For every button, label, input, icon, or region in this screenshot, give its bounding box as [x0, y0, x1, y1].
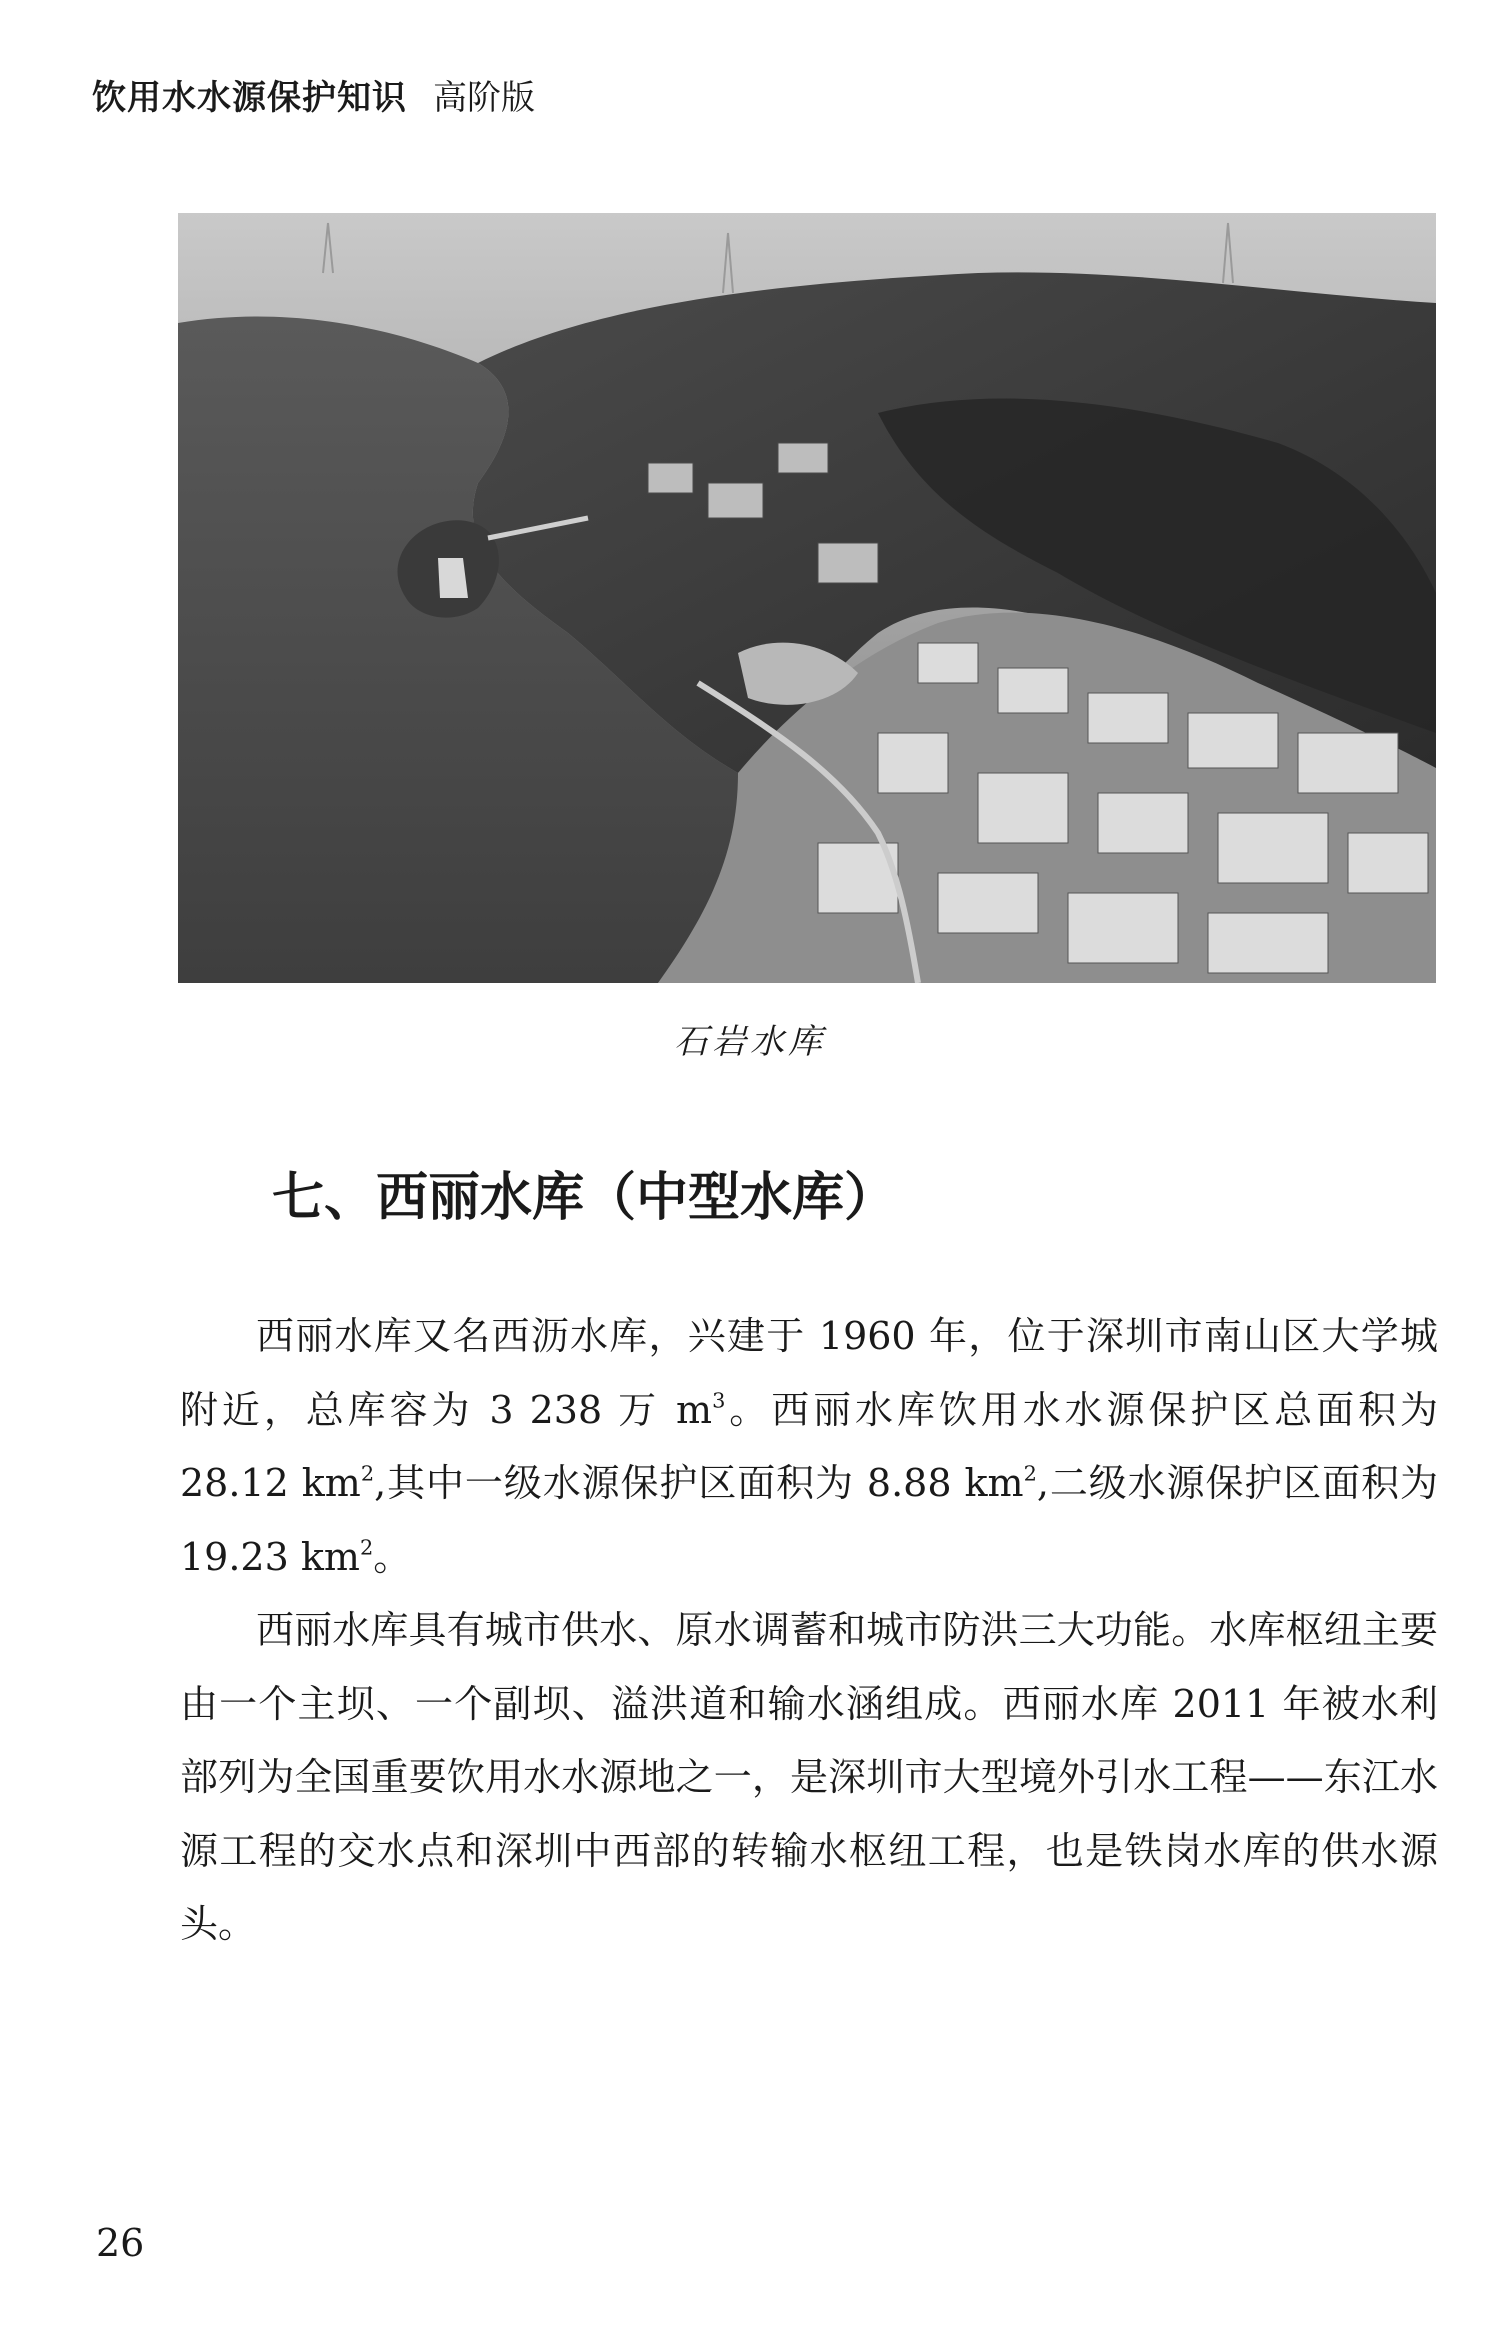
figure-caption: 石岩水库: [674, 1022, 826, 1062]
section-heading: 七、西丽水库（中型水库）: [272, 1167, 897, 1228]
superscript-square: 2: [1023, 1461, 1037, 1486]
superscript-square: 2: [359, 1534, 374, 1559]
paragraph-1: [180, 1300, 1438, 1594]
superscript-cubic: 3: [712, 1387, 726, 1412]
running-head-edition: 高阶版: [433, 78, 535, 118]
paragraph-2: 西丽水库具有城市供水、原水调蓄和城市防洪三大功能。水库枢纽主要由一个主坝、一个副坝、溢洪道和输水涵组成。西丽水库 2011 年被水利部列为全国重要饮用水水源地之一，是深圳市大型境外引水工程——东江水源工程的交水点和深圳中西部的转输水枢纽工程，也是铁岗水库的供水源头。: [180, 1608, 1438, 1946]
paragraph-1-part-5: 。: [373, 1534, 412, 1579]
paragraph-1-part-2: 。西丽水库饮用水水源保护区总面积为 28.12 km: [180, 1387, 1438, 1505]
superscript-square: 2: [360, 1461, 375, 1486]
running-head-book-title: 饮用水水源保护知识: [92, 78, 407, 118]
paragraph-1-part-4: ,二级水源保护区面积为 19.23 km: [180, 1461, 1438, 1579]
paragraph-1-part-3: ,其中一级水源保护区面积为 8.88 km: [374, 1461, 1024, 1505]
reservoir-aerial-photo: [178, 213, 1436, 983]
page-number: 26: [96, 2221, 145, 2265]
paragraph-1-part-1: 西丽水库又名西沥水库，兴建于 1960 年，位于深圳市南山区大学城附近，总库容为 3 238 万 m: [180, 1314, 1438, 1432]
body-text: [180, 1300, 1438, 1962]
aerial-photo-illustration: [178, 213, 1436, 983]
running-head: [92, 74, 535, 122]
